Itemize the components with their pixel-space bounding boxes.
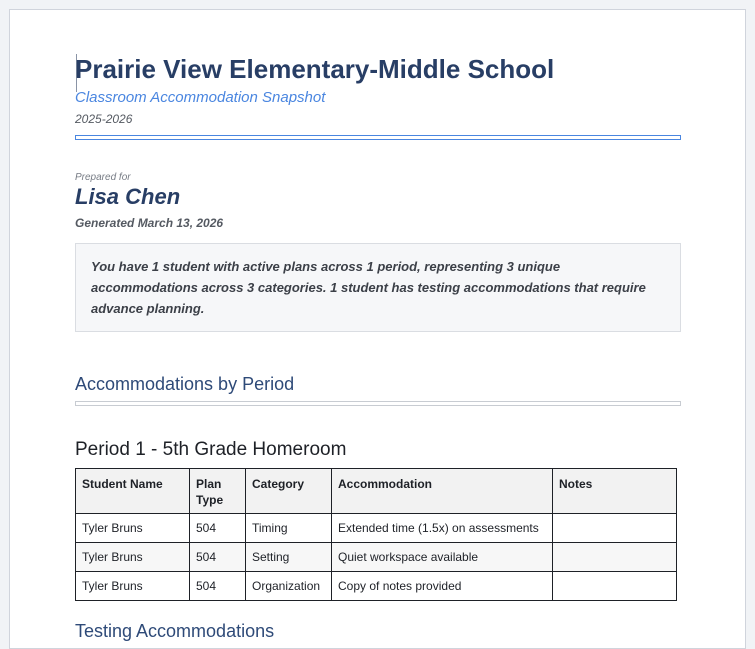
cell-accommodation: Copy of notes provided [332,572,553,601]
cell-plan-type: 504 [190,543,246,572]
table-row [76,572,677,601]
cell-student: Tyler Bruns [76,543,190,572]
title-divider [75,135,681,140]
column-header-student: Student Name [76,469,190,514]
cell-accommodation: Extended time (1.5x) on assessments [332,514,553,543]
column-header-accommodation: Accommodation [332,469,553,514]
column-header-notes: Notes [553,469,677,514]
school-year: 2025-2026 [75,112,133,126]
cell-notes [553,543,677,572]
cell-student: Tyler Bruns [76,514,190,543]
cell-accommodation: Quiet workspace available [332,543,553,572]
school-title: Prairie View Elementary-Middle School [75,54,555,84]
column-header-plan-line1: Plan [196,477,222,491]
document-page [9,9,746,649]
cell-category: Organization [246,572,332,601]
period-heading: Period 1 - 5th Grade Homeroom [75,439,347,460]
teacher-name: Lisa Chen [75,184,181,209]
cell-category: Setting [246,543,332,572]
cell-notes [553,514,677,543]
section-heading-by-period: Accommodations by Period [75,374,295,394]
cell-plan-type: 504 [190,572,246,601]
cell-student: Tyler Bruns [76,572,190,601]
column-header-plan-line2: Type [196,493,224,507]
column-header-category: Category [246,469,332,514]
cell-category: Timing [246,514,332,543]
section-heading-testing: Testing Accommodations [75,621,275,641]
summary-callout [75,243,681,332]
accommodations-table [75,468,677,601]
cell-plan-type: 504 [190,514,246,543]
table-row [76,543,677,572]
document-subtitle: Classroom Accommodation Snapshot [75,89,326,106]
table-row [76,514,677,543]
table-header-row [76,469,677,514]
prepared-for-label: Prepared for [75,172,131,183]
generated-date: Generated March 13, 2026 [75,216,224,230]
summary-text: You have 1 student with active plans across 1 period, representing 3 unique accommodations across 3 categories. 1 student has testing accommodations that require advance planning. [91,259,646,316]
column-header-plan-type [190,469,246,514]
cell-notes [553,572,677,601]
section-divider [75,401,681,406]
